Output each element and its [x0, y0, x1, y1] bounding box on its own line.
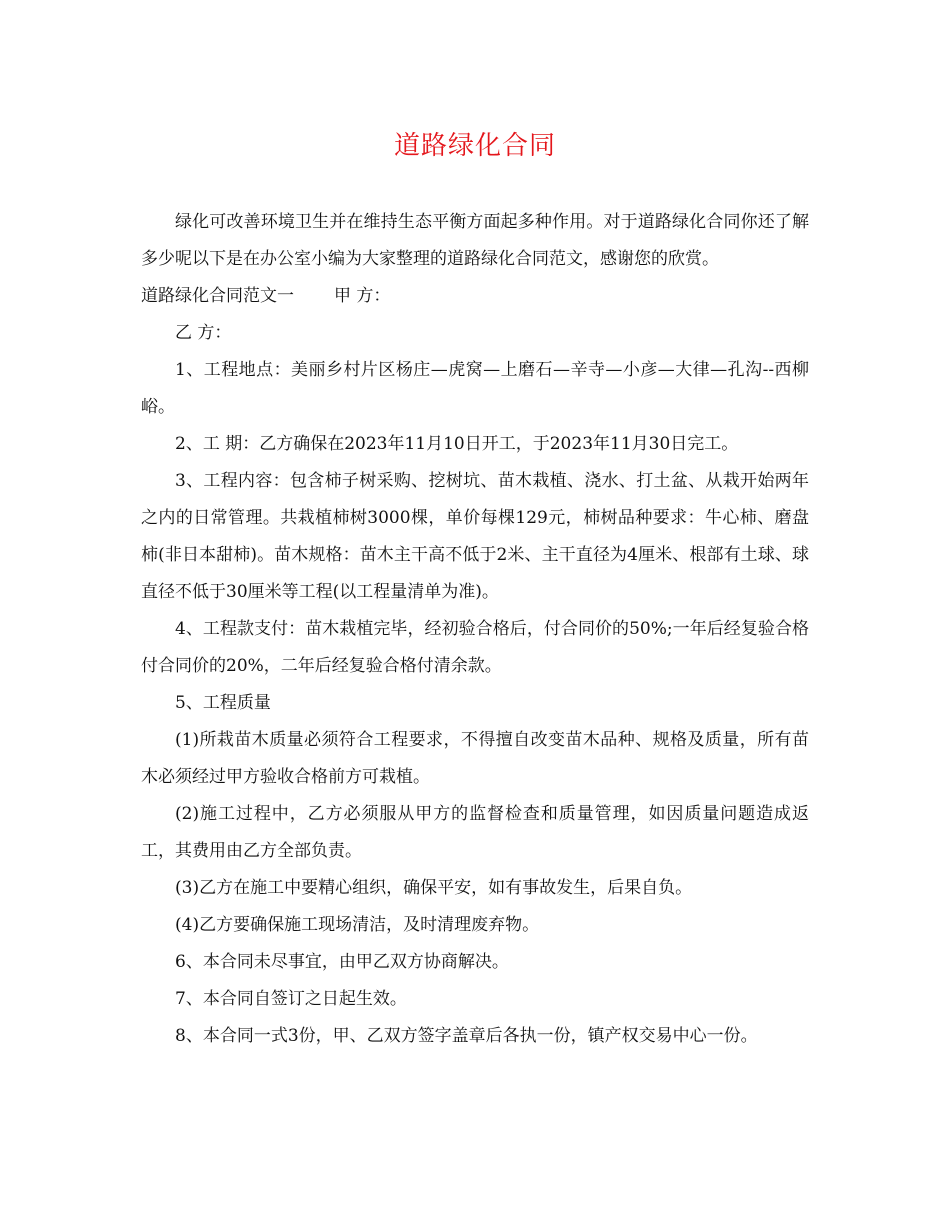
clause-8: 8、本合同一式3份，甲、乙双方签字盖章后各执一份，镇产权交易中心一份。: [175, 1026, 758, 1046]
clause-5-item-2: (2)施工过程中，乙方必须服从甲方的监督检查和质量管理，如因质量问题造成返工，其费用由乙方全部负责。: [141, 804, 809, 861]
clause-7: 7、本合同自签订之日起生效。: [175, 989, 407, 1009]
document-title: 道路绿化合同: [393, 131, 556, 161]
clause-5-item-3: (3)乙方在施工中要精心组织，确保平安，如有事故发生，后果自负。: [175, 878, 693, 898]
clause-5-item-4: (4)乙方要确保施工现场清洁，及时清理废弃物。: [175, 915, 540, 935]
clause-4: 4、工程款支付：苗木栽植完毕，经初验合格后，付合同价的50%;一年后经复验合格付合同价的20%，二年后经复验合格付清余款。: [141, 619, 809, 676]
clause-2: 2、工 期：乙方确保在2023年11月10日开工，于2023年11月30日完工。: [175, 434, 739, 454]
section-heading: 道路绿化合同范文一: [141, 286, 294, 306]
clause-3: 3、工程内容：包含柿子树采购、挖树坑、苗木栽植、浇水、打土盆、从栽开始两年之内的日常管理。共栽植柿树3000棵，单价每棵129元，柿树品种要求：牛心柿、磨盘柿(非日本甜柿)。苗木规格：苗木主干高不低于2米、主干直径为4厘米、根部有土球、球直径不低于30厘米等工程(以工程量清单为准)。: [141, 471, 809, 602]
party-b-label: 乙 方：: [175, 323, 232, 343]
clause-5-item-1: (1)所栽苗木质量必须符合工程要求，不得擅自改变苗木品种、规格及质量，所有苗木必须经过甲方验收合格前方可栽植。: [141, 730, 809, 787]
clause-6: 6、本合同未尽事宜，由甲乙双方协商解决。: [175, 952, 509, 972]
clause-1: 1、工程地点：美丽乡村片区杨庄—虎窝—上磨石—辛寺—小彦—大律—孔沟--西柳峪。: [141, 360, 809, 417]
document-body: [141, 204, 809, 1055]
clause-5-heading: 5、工程质量: [175, 693, 271, 713]
intro-paragraph: 绿化可改善环境卫生并在维持生态平衡方面起多种作用。对于道路绿化合同你还了解多少呢以下是在办公室小编为大家整理的道路绿化合同范文，感谢您的欣赏。: [141, 212, 809, 269]
party-a-label: 甲 方：: [334, 286, 391, 306]
section-heading-row: [141, 278, 809, 315]
